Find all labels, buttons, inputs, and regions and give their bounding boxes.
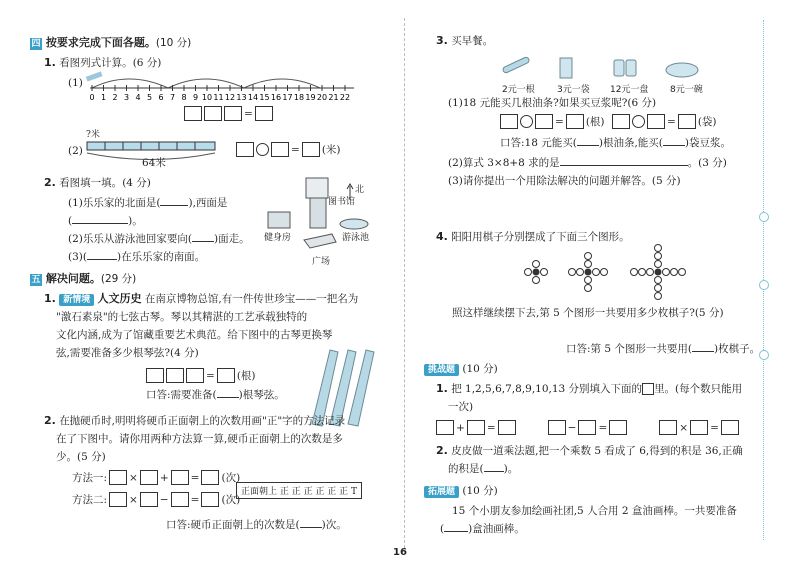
answer-box[interactable] bbox=[201, 470, 219, 485]
page-divider bbox=[404, 18, 405, 548]
unknown-length-label: ?米 bbox=[86, 130, 100, 140]
answer-line-2 bbox=[166, 518, 347, 532]
total-length-label: 64米 bbox=[142, 157, 166, 169]
answer-box[interactable] bbox=[217, 368, 235, 383]
number-line-tick-label: 21 bbox=[328, 93, 339, 102]
answer-box[interactable] bbox=[186, 368, 204, 383]
q2-text: )。 bbox=[128, 215, 143, 227]
question-text: 买早餐。 bbox=[451, 35, 494, 47]
number-line-tick-label: 15 bbox=[259, 93, 270, 102]
square-icon bbox=[304, 234, 336, 248]
operator-box[interactable] bbox=[204, 106, 222, 121]
question-number: 1. bbox=[44, 56, 56, 69]
method-label: 方法一: bbox=[72, 472, 108, 484]
chess-question bbox=[436, 230, 630, 244]
map-label-library: 图书馆 bbox=[328, 197, 356, 207]
equation-3 bbox=[146, 368, 256, 383]
answer-text: 口答:18 元能买( bbox=[500, 137, 577, 149]
question-number: 2. bbox=[44, 414, 56, 427]
extension-text: 15 个小朋友参加绘画社团,5 人合用 2 盒油画棒。一共要准备 bbox=[452, 505, 737, 517]
fill-blank[interactable] bbox=[577, 145, 599, 146]
answer-box[interactable] bbox=[578, 420, 596, 435]
q2-line-4 bbox=[68, 250, 205, 264]
answer-box[interactable] bbox=[647, 114, 665, 129]
number-line-tick-label: 19 bbox=[305, 93, 316, 102]
page-number bbox=[385, 540, 415, 559]
answer-text: )根琴弦。 bbox=[238, 389, 285, 401]
pattern-3 bbox=[631, 245, 686, 300]
question-score: (5 分) bbox=[694, 307, 724, 319]
answer-text: )次。 bbox=[321, 519, 347, 531]
question-score: (6 分) bbox=[132, 57, 162, 69]
number-line-tick-label: 18 bbox=[293, 93, 305, 102]
answer-box[interactable] bbox=[184, 106, 202, 121]
margin-dot bbox=[759, 280, 769, 290]
number-line-tick-label: 12 bbox=[224, 93, 236, 102]
number-line-tick-label: 7 bbox=[169, 93, 176, 102]
total-bar bbox=[87, 142, 215, 150]
question-text: 阳阳用棋子分别摆成了下面三个图形。 bbox=[451, 231, 630, 243]
answer-box[interactable] bbox=[548, 420, 566, 435]
unit-label: (次) bbox=[221, 494, 241, 506]
topic-tag: 人文历史 bbox=[97, 292, 142, 305]
fill-blank[interactable] bbox=[484, 471, 504, 472]
equation-2 bbox=[236, 142, 341, 157]
price-label: 12元一盘 bbox=[610, 85, 649, 95]
question-number: 2. bbox=[436, 444, 448, 457]
question-text: 照这样继续摆下去,第 5 个图形一共要用多少枚棋子? bbox=[452, 307, 695, 319]
soymilk-bag-icon bbox=[560, 58, 572, 78]
problem-text: 在抛硬币时,明明将硬币正面朝上的次数用画"正"字的方法记录 bbox=[59, 415, 346, 427]
youtiao-icon bbox=[502, 56, 530, 73]
unit-label: (次) bbox=[221, 472, 241, 484]
q2-line-2 bbox=[68, 214, 143, 228]
method-label: 方法二: bbox=[72, 494, 108, 506]
question-text: 皮皮做一道乘法题,把一个乘数 5 看成了 6,得到的积是 36,正确 bbox=[451, 445, 743, 457]
q2-text: ( bbox=[68, 215, 73, 227]
number-line-tick-label: 20 bbox=[316, 93, 328, 102]
part-score: (5 分) bbox=[651, 175, 681, 187]
answer-box[interactable] bbox=[146, 368, 164, 383]
problem-text: 少。 bbox=[56, 451, 77, 463]
answer-text: )根油条,能买( bbox=[598, 137, 663, 149]
breakfast-question bbox=[436, 34, 493, 48]
fill-blank[interactable] bbox=[560, 165, 688, 166]
extension-badge: 拓展题 bbox=[424, 486, 459, 498]
answer-box[interactable] bbox=[140, 470, 158, 485]
question-score: (5 分) bbox=[77, 451, 106, 463]
answer-box[interactable] bbox=[302, 142, 320, 157]
tally-record: 正面朝上 正 正 正 正 正 正 T bbox=[236, 482, 362, 499]
answer-box[interactable] bbox=[498, 420, 516, 435]
q2-text: (1)乐乐家的北面是( bbox=[68, 197, 161, 209]
part-text: (1)18 元能买几根油条?如果买豆浆呢? bbox=[448, 97, 628, 109]
fill-blank[interactable] bbox=[72, 223, 128, 224]
question-number: 1. bbox=[436, 382, 448, 395]
section-score: (29 分) bbox=[100, 273, 137, 285]
method-1: 方法一: × + = (次) bbox=[72, 471, 241, 484]
fill-blank[interactable] bbox=[160, 205, 188, 206]
question-text: 的积是( bbox=[448, 463, 484, 475]
equation-1 bbox=[184, 106, 273, 121]
answer-box[interactable] bbox=[690, 420, 708, 435]
breakfast-part-2 bbox=[448, 156, 727, 170]
breakfast-part-1 bbox=[448, 96, 656, 110]
question-text: 一次) bbox=[448, 401, 474, 413]
number-line-tick-label: 4 bbox=[135, 93, 141, 102]
number-line-tick-label: 2 bbox=[112, 93, 118, 102]
number-line-tick-label: 9 bbox=[192, 93, 199, 102]
unit-label: (根) bbox=[236, 370, 256, 382]
page-number-text: 16 bbox=[393, 547, 407, 558]
number-line-tick-label: 16 bbox=[270, 93, 282, 102]
question-score: (4 分) bbox=[169, 347, 199, 359]
answer-text: 口答:第 5 个图形一共要用( bbox=[566, 343, 692, 355]
number-line-tick-label: 13 bbox=[236, 93, 247, 102]
answer-box[interactable] bbox=[236, 142, 254, 157]
question-2 bbox=[44, 176, 151, 190]
number-line-tick-label: 1 bbox=[100, 93, 107, 102]
challenge-header bbox=[424, 362, 498, 377]
breakfast-answer bbox=[500, 136, 731, 150]
answer-box[interactable] bbox=[659, 420, 677, 435]
map-label-square: 广场 bbox=[312, 257, 331, 267]
answer-box[interactable] bbox=[535, 114, 553, 129]
answer-box[interactable] bbox=[436, 420, 454, 435]
answer-box[interactable] bbox=[678, 114, 696, 129]
answer-box[interactable] bbox=[224, 106, 242, 121]
breakfast-items-figure bbox=[496, 54, 716, 82]
number-line-figure bbox=[84, 68, 364, 102]
part-text: (3)请你提出一个用除法解决的问题并解答。 bbox=[448, 175, 652, 187]
q2-text: )在乐乐家的南面。 bbox=[116, 251, 206, 263]
problem-text: 在南京博物总馆,有一件传世珍宝——一把名为 bbox=[144, 293, 359, 305]
fill-blank[interactable] bbox=[663, 145, 685, 146]
answer-box[interactable] bbox=[140, 492, 158, 507]
number-line-tick-label: 22 bbox=[339, 93, 351, 102]
map-label-pool: 游泳池 bbox=[342, 233, 370, 243]
challenge-q2-line-2 bbox=[448, 462, 518, 476]
map-label-gym: 健身房 bbox=[264, 233, 292, 243]
pencil-icon bbox=[86, 71, 103, 81]
chess-answer bbox=[566, 342, 760, 356]
answer-box[interactable] bbox=[171, 470, 189, 485]
number-line-tick-label: 0 bbox=[89, 93, 95, 102]
answer-box[interactable] bbox=[609, 420, 627, 435]
problem-text: "激石素泉"的七弦古琴。琴以其精湛的工艺承载独特的 bbox=[56, 311, 308, 323]
answer-box[interactable] bbox=[271, 142, 289, 157]
number-line-tick-label: 8 bbox=[181, 93, 187, 102]
unit-label: (米) bbox=[321, 144, 341, 156]
number-line-tick-label: 17 bbox=[282, 93, 293, 102]
problem-1-line-1 bbox=[44, 292, 358, 307]
question-number: 4. bbox=[436, 230, 448, 243]
equation-5: = (袋) bbox=[612, 114, 717, 129]
extension-header bbox=[424, 484, 498, 499]
new-context-badge: 新情境 bbox=[59, 294, 94, 306]
answer-box[interactable] bbox=[201, 492, 219, 507]
answer-text: )盒油画棒。 bbox=[468, 523, 525, 535]
answer-box[interactable] bbox=[109, 492, 127, 507]
fill-blank[interactable] bbox=[217, 397, 239, 398]
pool-icon bbox=[340, 219, 368, 229]
equals-sign: = bbox=[206, 369, 215, 382]
problem-text-line-4 bbox=[56, 346, 199, 360]
q2-text: ),西面是 bbox=[188, 197, 228, 209]
equation-4: = (根) bbox=[500, 114, 605, 129]
problem-text-line-3 bbox=[56, 450, 106, 464]
section-title: 解决问题。 bbox=[45, 272, 101, 285]
extension-answer bbox=[440, 522, 525, 536]
question-score: (4 分) bbox=[122, 177, 151, 189]
breakfast-part-3 bbox=[448, 174, 681, 188]
operator-circle[interactable] bbox=[632, 115, 645, 128]
library-building-icon bbox=[306, 178, 328, 198]
problem-text: 在了下图中。请你用两种方法算一算,硬币正面朝上的次数是多 bbox=[56, 433, 343, 445]
chess-question-line-2 bbox=[452, 306, 724, 320]
problem-text: 弦,需要准备多少根琴弦? bbox=[56, 347, 170, 359]
margin-dot bbox=[759, 212, 769, 222]
problem-2-line-1 bbox=[44, 414, 345, 428]
part-2-label: (2) bbox=[68, 145, 83, 157]
challenge-q2 bbox=[436, 444, 743, 458]
dumpling-plate-icon bbox=[614, 60, 624, 76]
number-line-tick-label: 3 bbox=[123, 93, 130, 102]
answer-box[interactable] bbox=[721, 420, 739, 435]
unit-label: (根) bbox=[585, 116, 605, 128]
number-line-tick-label: 6 bbox=[158, 93, 164, 102]
q2-text: )面走。 bbox=[213, 233, 250, 245]
fill-blank[interactable] bbox=[300, 527, 322, 528]
section-title: 按要求完成下面各题。 bbox=[45, 36, 156, 49]
fill-blank[interactable] bbox=[444, 531, 468, 532]
part-text: (2)算式 3×8+8 求的是 bbox=[448, 157, 560, 169]
section-5-header bbox=[30, 270, 136, 286]
question-text: 把 1,2,5,6,7,8,9,10,13 分别填入下面的 bbox=[451, 383, 643, 395]
equals-sign: = bbox=[244, 107, 253, 120]
answer-text: )枚棋子。 bbox=[714, 343, 761, 355]
answer-box[interactable] bbox=[109, 470, 127, 485]
operator-box[interactable] bbox=[166, 368, 184, 383]
question-text: 看图填一填。 bbox=[59, 177, 123, 189]
operator-circle[interactable] bbox=[520, 115, 533, 128]
answer-box[interactable] bbox=[500, 114, 518, 129]
question-text: )。 bbox=[503, 463, 519, 475]
q2-text: (2)乐乐从游泳池回家要向( bbox=[68, 233, 192, 245]
q2-line-1 bbox=[68, 196, 227, 210]
method-2: 方法二: × − = (次) bbox=[72, 493, 241, 506]
number-line-tick-label: 10 bbox=[201, 93, 213, 102]
part-1-label: (1) bbox=[68, 77, 83, 89]
price-label: 8元一碗 bbox=[670, 85, 703, 95]
q2-text: (3)( bbox=[68, 251, 87, 263]
answer-box[interactable] bbox=[566, 114, 584, 129]
price-label: 3元一袋 bbox=[557, 85, 590, 95]
section-badge: 四 bbox=[31, 39, 41, 49]
margin-dot bbox=[759, 350, 769, 360]
pattern-2 bbox=[569, 253, 608, 292]
number-line-tick-label: 14 bbox=[247, 93, 259, 102]
answer-box[interactable] bbox=[612, 114, 630, 129]
answer-line-1 bbox=[146, 388, 285, 402]
fill-blank[interactable] bbox=[692, 351, 714, 352]
answer-box[interactable] bbox=[255, 106, 273, 121]
section-score: (10 分) bbox=[462, 485, 498, 497]
home-building-icon bbox=[310, 198, 326, 228]
map-label-north: 北 bbox=[355, 185, 365, 195]
section-badge: 五 bbox=[31, 275, 41, 285]
challenge-equations: + = − = × = bbox=[436, 420, 739, 435]
operator-circle[interactable] bbox=[256, 143, 269, 156]
answer-text: )袋豆浆。 bbox=[684, 137, 731, 149]
chess-pattern-figure bbox=[506, 244, 706, 300]
question-number: 2. bbox=[44, 176, 56, 189]
answer-box[interactable] bbox=[467, 420, 485, 435]
challenge-q1 bbox=[436, 382, 742, 396]
answer-text: 口答:硬币正面朝上的次数是( bbox=[166, 519, 300, 531]
pattern-1 bbox=[525, 261, 548, 284]
price-label: 2元一根 bbox=[502, 85, 535, 95]
unit-label: (袋) bbox=[697, 116, 717, 128]
fill-blank[interactable] bbox=[87, 259, 117, 260]
challenge-badge: 挑战题 bbox=[424, 364, 459, 376]
noodle-bowl-icon bbox=[666, 63, 698, 77]
fill-blank[interactable] bbox=[192, 241, 214, 242]
answer-box[interactable] bbox=[171, 492, 189, 507]
number-line-tick-label: 11 bbox=[213, 93, 224, 102]
part-score: (6 分) bbox=[627, 97, 657, 109]
part-score: 。(3 分) bbox=[687, 157, 727, 169]
q2-line-3 bbox=[68, 232, 250, 246]
number-line-tick-label: 5 bbox=[146, 93, 153, 102]
question-text: 看图列式计算。 bbox=[59, 57, 133, 69]
answer-text: 口答:需要准备( bbox=[146, 389, 217, 401]
section-4-header bbox=[30, 34, 191, 50]
answer-text: ( bbox=[440, 523, 445, 535]
problem-text: 文化内涵,成为了馆藏重要艺术典范。给下图中的古琴更换琴 bbox=[56, 329, 333, 341]
inline-box-icon bbox=[642, 383, 654, 395]
question-number: 3. bbox=[436, 34, 448, 47]
gym-building-icon bbox=[268, 212, 290, 228]
equals-sign: = bbox=[291, 143, 300, 156]
question-number: 1. bbox=[44, 292, 56, 305]
section-score: (10 分) bbox=[155, 37, 192, 49]
question-text: 里。(每个数只能用 bbox=[654, 383, 743, 395]
section-score: (10 分) bbox=[462, 363, 498, 375]
